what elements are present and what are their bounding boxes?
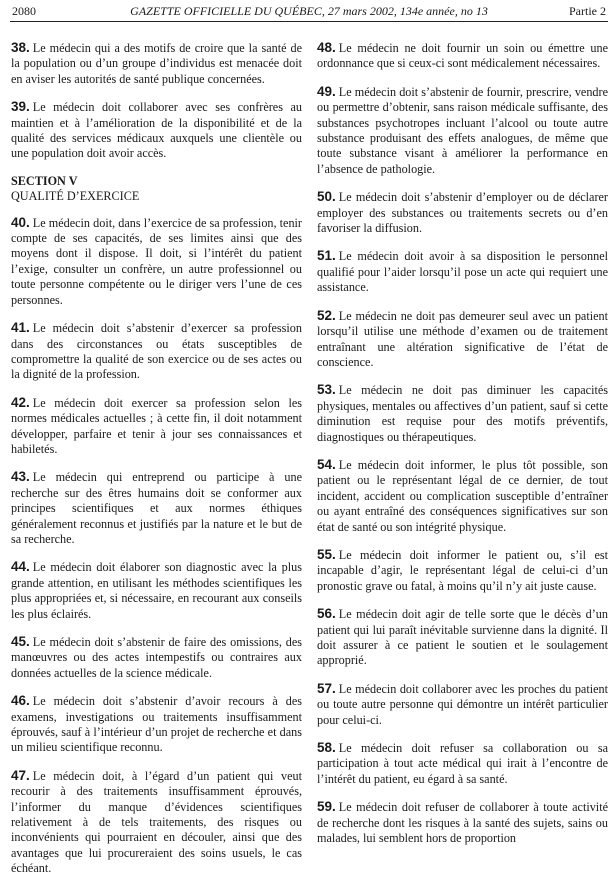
section-subtitle: QUALITÉ D’EXERCICE [11,189,140,204]
article-number: 39. [11,99,30,115]
article-48 [317,40,608,72]
article-51 [317,248,608,295]
page-number: 2080 [12,4,36,18]
article-text: Le médecin doit collaborer avec les proches du patient ou toute autre personne qui démontre un intérêt particulier pour celui-ci. [317,681,608,727]
article-number: 43. [11,469,30,485]
article-number: 38. [11,40,30,55]
article-57 [317,681,608,728]
article-text: Le médecin doit s’abstenir de faire des omissions, des manœuvres ou des actes intempestifs ou contraires aux données actuelles de la science médicale. [11,635,302,680]
article-52 [317,308,608,371]
article-number: 47. [11,767,30,783]
article-number: 48. [317,40,336,55]
article-number: 59. [317,799,336,815]
gazette-title: GAZETTE OFFICIELLE DU QUÉBEC, 27 mars 2002, 134e année, no 13 [130,4,488,18]
article-number: 54. [317,456,336,472]
article-58 [317,740,608,787]
article-39 [11,99,302,162]
right-column [317,40,608,858]
article-number: 44. [11,559,30,575]
article-text: Le médecin doit, à l’égard d’un patient qui veut recourir à des traitements insuffisamment éprouvés, l’informer du manque d’évidences scientifiques relativement à de tels traitements, des risques ou inconvénients qui pourraient en découler, ainsi que des avantages que lui procureraient des soins usuels, le cas échéant. [11,768,302,876]
article-text: Le médecin doit avoir à sa disposition le personnel qualifié pour l’aider lorsqu’il pose un acte qui requiert une assistance. [317,249,608,295]
article-45 [11,634,302,681]
article-text: Le médecin doit élaborer son diagnostic avec la plus grande attention, en utilisant les méthodes scientifiques les plus appropriées et, si nécessaire, en recourant aux conseils les plus éclairés. [11,560,302,621]
article-text: Le médecin doit s’abstenir d’exercer sa profession dans des circonstances ou états susceptibles de compromettre la qualité de son exercice ou de ses actes ou la dignité de la profession. [11,321,302,382]
article-number: 55. [317,546,336,562]
article-number: 40. [11,214,30,230]
article-text: Le médecin doit informer, le plus tôt possible, son patient ou le représentant légal de ce dernier, de tout incident, accident ou complication susceptible d’entraîner ou ayant entraîné des conséquences significatives sur son état de santé ou son intégrité physique. [317,457,608,534]
article-50 [317,189,608,236]
article-number: 56. [317,606,336,622]
article-47 [11,768,302,877]
article-number: 42. [11,394,30,410]
article-54 [317,457,608,535]
article-text: Le médecin doit agir de telle sorte que le décès d’un patient qui lui paraît inévitable survienne dans la dignité. Il doit assurer à ce patient le soutien et le soulagement approprié. [317,607,608,668]
article-number: 58. [317,740,336,756]
article-number: 41. [11,320,30,336]
section-heading [11,174,302,205]
article-number: 53. [317,382,336,398]
article-number: 45. [11,634,30,649]
article-text: Le médecin ne doit fournir un soin ou émettre une ordonnance que si ceux-ci sont médicalement nécessaires. [317,41,608,71]
article-number: 46. [11,693,30,709]
article-text: Le médecin doit s’abstenir d’employer ou de déclarer employer des substances ou traitements secrets ou d’en favoriser la diffusion. [317,190,608,236]
article-42 [11,395,302,458]
article-number: 49. [317,83,336,99]
left-column [11,40,302,889]
article-49 [317,84,608,177]
article-text: Le médecin doit s’abstenir de fournir, prescrire, vendre ou permettre d’obtenir, sans raison médicale suffisante, des substances psychotropes incluant l’alcool ou toute autre substance produisant des effets analogues, de même que toute substance visant à améliorer la performance en l’absence de pathologie. [317,84,608,176]
article-text: Le médecin doit exercer sa profession selon les normes médicales actuelles ; à cette fin, il doit notamment développer, parfaire et tenir à jour ses connaissances et habiletés. [11,395,302,456]
article-40 [11,215,302,308]
article-text: Le médecin doit collaborer avec ses confrères au maintien et à l’amélioration de la disponibilité et de la qualité des services médicaux auxquels une clientèle ou une population doit avoir accès. [11,100,302,161]
part-label: Partie 2 [569,4,606,18]
article-55 [317,547,608,594]
article-number: 50. [317,189,336,205]
article-59 [317,799,608,846]
article-text: Le médecin ne doit pas diminuer les capacités physiques, mentales ou affectives d’un patient, sauf si cette diminution est requise pour des motifs préventifs, diagnostiques ou thérapeutiques. [317,383,608,444]
article-text: Le médecin doit refuser de collaborer à toute activité de recherche dont les risques à la santé des sujets, sains ou malades, lui semblent hors de proportion [317,800,608,846]
article-text: Le médecin qui a des motifs de croire que la santé de la population ou d’un groupe d’individus est menacée doit en aviser les autorités de santé publique concernées. [11,41,302,86]
article-text: Le médecin doit informer le patient ou, s’il est incapable d’agir, le représentant légal de celui-ci d’un pronostic grave ou fatal, à moins qu’il n’y ait juste cause. [317,547,608,593]
article-text: Le médecin doit refuser sa collaboration ou sa participation à tout acte médical qui irait à l’encontre de l’intérêt du patient, eu égard à sa santé. [317,741,608,786]
article-46 [11,693,302,756]
article-53 [317,382,608,445]
article-56 [317,606,608,669]
page-header [10,3,608,22]
article-text: Le médecin doit, dans l’exercice de sa profession, tenir compte de ses capacités, de ses limites ainsi que des moyens dont il dispose. Il doit, si l’intérêt du patient l’exige, consulter un confrère, un autre professionnel ou toute personne compétente ou le diriger vers l’une de ces personnes. [11,215,302,307]
article-number: 52. [317,307,336,323]
article-text: Le médecin doit s’abstenir d’avoir recours à des examens, investigations ou traitements insuffisamment éprouvés, sauf à l’intérieur d’un projet de recherche et dans un milieu scientifique reconnu. [11,694,302,755]
section-title: SECTION V [11,173,78,188]
article-text: Le médecin qui entreprend ou participe à une recherche sur des êtres humains doit se conformer aux principes scientifiques et aux normes éthiques généralement reconnus et justifiés par la nature et le but de sa recherche. [11,470,302,546]
article-41 [11,320,302,383]
article-number: 57. [317,680,336,696]
article-text: Le médecin ne doit pas demeurer seul avec un patient lorsqu’il utilise une méthode d’examen ou de traitement entraînant une altération significative de l’état de conscience. [317,308,608,369]
article-43 [11,469,302,547]
article-38 [11,40,302,87]
article-number: 51. [317,248,336,264]
article-44 [11,559,302,622]
